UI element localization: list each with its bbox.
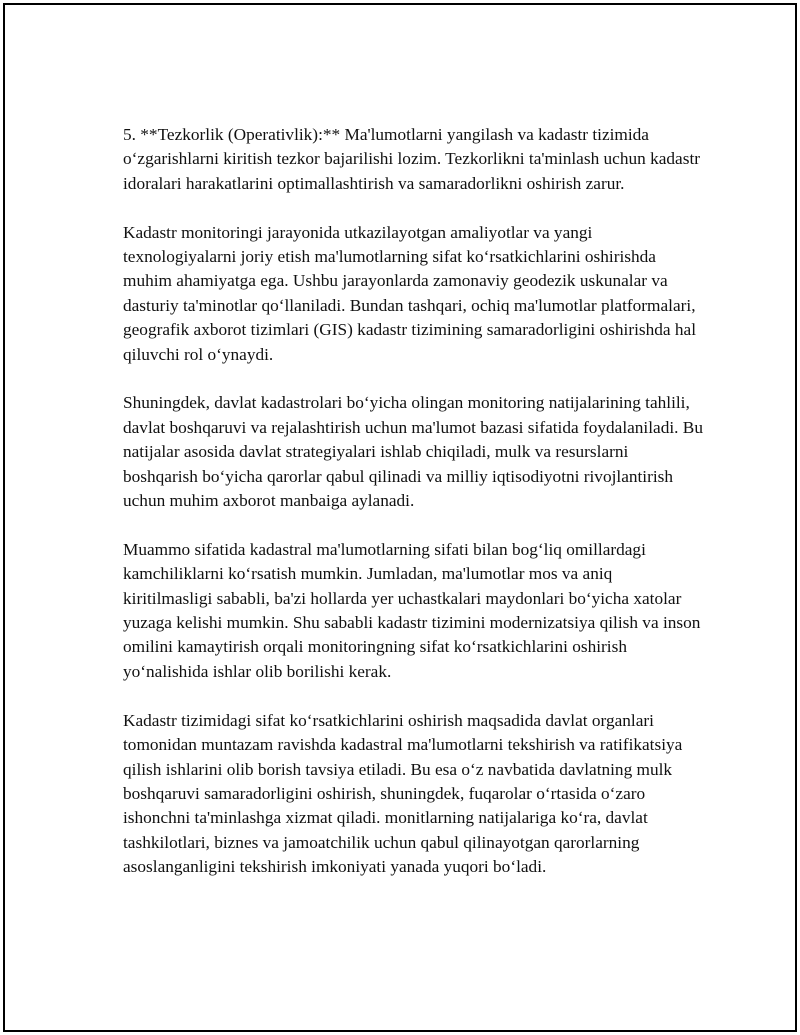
- page-frame: [3, 3, 797, 1032]
- paragraph-tezkorlik: 5. **Tezkorlik (Operativlik):** Ma'lumotlarni yangilash va kadastr tizimida o‘zgarishlarni kiritish tezkor bajarilishi lozim. Tezkorlikni ta'minlash uchun kadastr idoralari harakatlarini optimallashtirish va samaradorlikni oshirish zarur.: [123, 125, 700, 193]
- document-body: [123, 123, 703, 880]
- paragraph-monitoring-results: Shuningdek, davlat kadastrolari bo‘yicha olingan monitoring natijalarining tahlili, davlat boshqaruvi va rejalashtirish uchun ma'lumot bazasi sifatida foydalaniladi. Bu natijalar asosida davlat strategiyalari ishlab chiqiladi, mulk va resurslarni boshqarish bo‘yicha qarorlar qabul qilinadi va milliy iqtisodiyotni rivojlantirish uchun muhim axborot manbaiga aylanadi.: [123, 393, 703, 511]
- paragraph-monitoring-technologies: Kadastr monitoringi jarayonida utkazilayotgan amaliyotlar va yangi texnologiyalarni joriy etish ma'lumotlarning sifat ko‘rsatkichlarini oshirishda muhim ahamiyatga ega. Ushbu jarayonlarda zamonaviy geodezik uskunalar va dasturiy ta'minotlar qo‘llaniladi. Bundan tashqari, ochiq ma'lumotlar platformalari, geografik axborot tizimlari (GIS) kadastr tizimining samaradorligini oshirishda hal qiluvchi rol o‘ynaydi.: [123, 222, 697, 364]
- paragraph-quality-improvement: Kadastr tizimidagi sifat ko‘rsatkichlarini oshirish maqsadida davlat organlari tomonidan muntazam ravishda kadastral ma'lumotlarni tekshirish va ratifikatsiya qilish ishlarini olib borish tavsiya etiladi. Bu esa o‘z navbatida davlatning mulk boshqaruvi samaradorligini oshirish, shuningdek, fuqarolar o‘rtasida o‘zaro ishonchni ta'minlashga xizmat qiladi. monitlarning natijalariga ko‘ra, davlat tashkilotlari, biznes va jamoatchilik uchun qabul qilinayotgan qarorlarning asoslanganligini tekshirish imkoniyati yanada yuqori bo‘ladi.: [123, 710, 683, 877]
- paragraph-data-quality-problems: Muammo sifatida kadastral ma'lumotlarning sifati bilan bog‘liq omillardagi kamchiliklarni ko‘rsatish mumkin. Jumladan, ma'lumotlar mos va aniq kiritilmasligi sababli, ba'zi hollarda yer uchastkalari maydonlari bo‘yicha xatolar yuzaga kelishi mumkin. Shu sababli kadastr tizimini modernizatsiya qilish va inson omilini kamaytirish orqali monitoringning sifat ko‘rsatkichlarini oshirish yo‘nalishida ishlar olib borilishi kerak.: [123, 539, 701, 681]
